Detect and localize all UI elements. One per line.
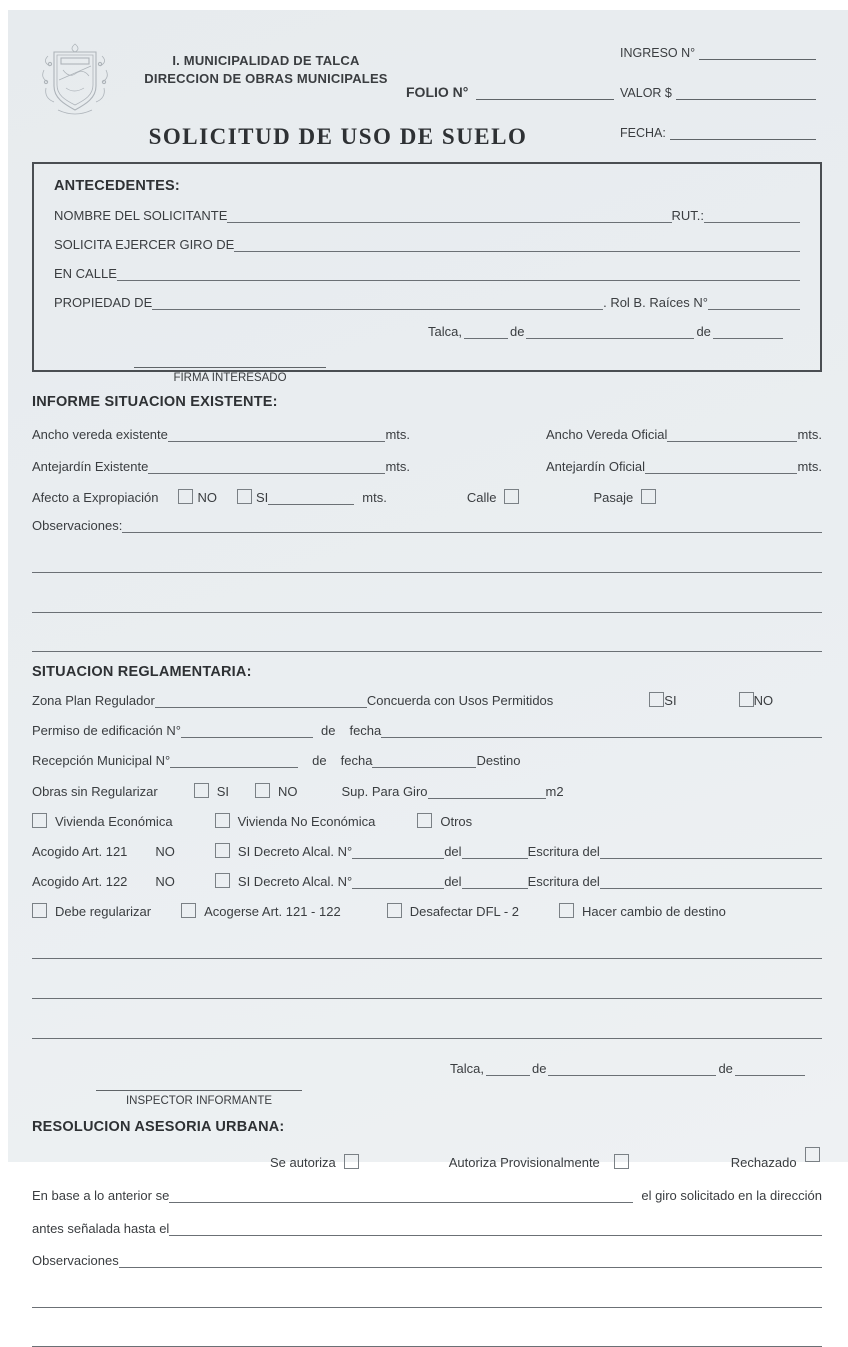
antecedentes-section [32,162,822,384]
inspector-block [96,1078,302,1107]
recepcion-fecha-line[interactable] [372,754,476,768]
ingreso-label: INGRESO N° [620,46,696,60]
antes-row [32,1221,822,1236]
inspector-label: INSPECTOR INFORMANTE [125,1095,273,1107]
acogido-122-no-label: NO [155,874,175,889]
resolucion-observaciones-line-2[interactable] [32,1294,822,1308]
reglamentaria-ano-line[interactable] [735,1062,805,1076]
checkbox-expropiacion-no[interactable] [178,489,193,504]
en-base-label: En base a lo anterior se [32,1188,170,1203]
observaciones-row [32,518,822,533]
acogido-122-decreto-line[interactable] [352,875,444,889]
expropiacion-no-label: NO [197,490,217,505]
resolucion-observaciones-label: Observaciones [32,1253,119,1268]
antejardin-existente-label: Antejardín Existente [32,459,149,474]
obras-label: Obras sin Regularizar [32,784,158,799]
reglamentaria-mes-line[interactable] [548,1062,716,1076]
ancho-oficial-line[interactable] [667,428,797,442]
checkbox-concuerda-no[interactable] [739,692,754,707]
mts-label: mts. [385,427,410,442]
propiedad-label: PROPIEDAD DE [54,295,153,310]
obras-si-label: SI [216,784,230,799]
rol-label: . Rol B. Raíces N° [603,295,708,310]
org-line1: I. MUNICIPALIDAD DE TALCA [172,53,360,68]
de-label-2: de [696,324,711,339]
calle-label: EN CALLE [54,266,117,281]
firma-label: FIRMA INTERESADO [173,372,287,384]
zona-line[interactable] [155,694,367,708]
folio-label: FOLIO N° [406,84,469,100]
reglamentaria-blank-line-1[interactable] [32,945,822,959]
pasaje-check-label: Pasaje [593,490,634,505]
expropiacion-row [32,489,822,505]
concuerda-no-label: NO [753,693,774,708]
reglamentaria-blank-line-3[interactable] [32,1025,822,1039]
observaciones-line-4[interactable] [32,638,822,652]
ancho-existente-label: Ancho vereda existente [32,427,168,442]
vivienda-no-economica-label: Vivienda No Económica [237,814,376,829]
giro-label: SOLICITA EJERCER GIRO DE [54,237,235,252]
m2-label: m2 [545,784,564,799]
concuerda-label: Concuerda con Usos Permitidos [366,693,554,708]
acogido-121-no-label: NO [155,844,175,859]
vereda-row [32,427,822,442]
observaciones-line-1[interactable] [122,519,822,533]
folio-input-line[interactable] [476,86,614,100]
reglamentaria-de-1: de [531,1061,547,1076]
checkbox-vivienda-no-economica[interactable] [215,813,230,828]
checkbox-calle[interactable] [504,489,519,504]
checkbox-cambio-destino[interactable] [559,903,574,918]
antes-line[interactable] [169,1222,822,1236]
vivienda-economica-label: Vivienda Económica [55,814,173,829]
observaciones-line-2[interactable] [32,559,822,573]
checkbox-rechazado[interactable] [805,1147,820,1162]
expropiacion-si-label: SI [255,490,269,505]
recepcion-num-line[interactable] [170,754,298,768]
checkbox-acogido-122-si[interactable] [215,873,230,888]
calle-check-label: Calle [466,490,497,505]
rol-input-line[interactable] [708,296,800,310]
acogido-122-escritura-label: Escritura del [527,874,600,889]
reglamentaria-de-2: de [718,1061,733,1076]
debe-regularizar-label: Debe regularizar [55,904,152,919]
valor-field [620,86,816,100]
permiso-label: Permiso de edificación N° [32,723,181,738]
valor-label: VALOR $ [620,86,672,100]
checkbox-concuerda-si[interactable] [649,692,664,707]
sup-label: Sup. Para Giro [341,784,428,799]
se-autoriza-label: Se autoriza [270,1155,336,1170]
talca-ano-line[interactable] [713,325,783,339]
ingreso-input-line[interactable] [699,47,816,60]
resolucion-heading: RESOLUCION ASESORIA URBANA: [32,1119,285,1135]
acogido-122-del-label: del [444,874,462,889]
checkbox-acogido-121-si[interactable] [215,843,230,858]
organization-name [116,52,416,88]
ingreso-field [620,46,816,60]
checkbox-obras-si[interactable] [194,783,209,798]
permiso-row [32,723,822,738]
giro-direccion-label: el giro solicitado en la dirección [641,1188,822,1203]
zona-row [32,692,822,708]
fecha-field [620,126,816,140]
reglamentaria-blank-line-2[interactable] [32,985,822,999]
ancho-oficial-label: Ancho Vereda Oficial [546,427,668,442]
vivienda-row [32,813,822,829]
permiso-fecha-line[interactable] [381,724,822,738]
antejardin-oficial-line[interactable] [645,460,797,474]
propiedad-row [54,295,800,310]
antecedentes-heading: ANTECEDENTES: [54,178,180,194]
antejardin-oficial-label: Antejardín Oficial [546,459,645,474]
acogido-121-si-decreto-label: SI Decreto Alcal. N° [237,844,353,859]
nombre-label: NOMBRE DEL SOLICITANTE [54,208,228,223]
acogido-121-escritura-label: Escritura del [527,844,600,859]
acogido-122-escritura-line[interactable] [600,875,822,889]
valor-input-line[interactable] [676,87,816,100]
org-line2: DIRECCION DE OBRAS MUNICIPALES [144,71,388,86]
antes-label: antes señalada hasta el [32,1221,170,1236]
checkbox-pasaje[interactable] [641,489,656,504]
mts-label: mts. [797,459,822,474]
obras-no-label: NO [278,784,298,799]
checkbox-vivienda-economica[interactable] [32,813,47,828]
talca-mes-line[interactable] [526,325,694,339]
mts-label: mts. [362,490,387,505]
informe-heading: INFORME SITUACION EXISTENTE: [32,394,278,410]
checkbox-autoriza-prov[interactable] [614,1154,629,1169]
recepcion-label: Recepción Municipal N° [32,753,171,768]
expropiacion-label: Afecto a Expropiación [32,490,159,505]
folio-field [406,84,614,100]
resolucion-observaciones-line-3[interactable] [32,1333,822,1347]
firma-block [134,355,326,384]
en-base-line[interactable] [169,1189,633,1203]
inspector-signature-line[interactable] [96,1078,302,1091]
acogerse-label: Acogerse Art. 121 - 122 [204,904,341,919]
nombre-row [54,208,800,223]
acogido-121-del-line[interactable] [462,845,528,859]
header-right-fields [620,46,816,140]
acogido-121-decreto-line[interactable] [352,845,444,859]
regularizar-row [32,903,822,919]
desafectar-label: Desafectar DFL - 2 [409,904,520,919]
resolucion-observaciones-line-1[interactable] [119,1254,822,1268]
talca-dia-line[interactable] [464,325,508,339]
autoriza-prov-label: Autoriza Provisionalmente [448,1155,600,1170]
obras-row [32,783,822,799]
fecha-talca-row [54,324,800,339]
mts-label: mts. [797,427,822,442]
acogido-122-del-line[interactable] [462,875,528,889]
checkbox-debe-regularizar[interactable] [32,903,47,918]
form-header [8,10,848,160]
rut-input-line[interactable] [704,209,800,223]
propiedad-input-line[interactable] [152,296,603,310]
observaciones-line-3[interactable] [32,599,822,613]
ancho-existente-line[interactable] [168,428,386,442]
checkbox-otros[interactable] [417,813,432,828]
permiso-fecha-label: fecha [349,723,382,738]
rechazado-label: Rechazado [730,1155,797,1170]
giro-input-line[interactable] [234,238,800,252]
resolucion-observaciones-row [32,1253,822,1268]
talca-label-2: Talca, [450,1061,484,1076]
recepcion-de-label: de [312,753,327,768]
en-base-row [32,1188,822,1203]
checkbox-desafectar[interactable] [387,903,402,918]
calle-input-line[interactable] [117,267,800,281]
concuerda-si-label: SI [664,693,677,708]
antejardin-row [32,459,822,474]
permiso-num-line[interactable] [181,724,313,738]
acogido-122-label: Acogido Art. 122 [32,874,128,889]
checkbox-se-autoriza[interactable] [344,1154,359,1169]
fecha-input-line[interactable] [670,127,816,140]
recepcion-fecha-label: fecha [340,753,373,768]
firma-signature-line[interactable] [134,355,326,368]
acogido-121-row [32,843,822,859]
form-title: SOLICITUD DE USO DE SUELO [148,124,528,149]
acogido-121-escritura-line[interactable] [600,845,822,859]
checkbox-obras-no[interactable] [255,783,270,798]
talca-label: Talca, [428,324,462,339]
expropiacion-si-line[interactable] [268,491,354,505]
rut-label: RUT.: [671,208,704,223]
antejardin-existente-line[interactable] [148,460,385,474]
destino-label: Destino [476,753,521,768]
reglamentaria-heading: SITUACION REGLAMENTARIA: [32,664,252,680]
reglamentaria-dia-line[interactable] [486,1062,530,1076]
zona-label: Zona Plan Regulador [32,693,155,708]
cambio-destino-label: Hacer cambio de destino [582,904,726,919]
reglamentaria-fecha-row [32,1061,822,1076]
acogido-122-row [32,873,822,889]
de-label-1: de [509,324,525,339]
checkbox-acogerse[interactable] [181,903,196,918]
permiso-de-label: de [321,723,336,738]
checkbox-expropiacion-si[interactable] [237,489,252,504]
fecha-label: FECHA: [620,126,666,140]
nombre-input-line[interactable] [227,209,671,223]
autorizacion-row [32,1147,822,1170]
acogido-121-label: Acogido Art. 121 [32,844,128,859]
otros-label: Otros [440,814,473,829]
recepcion-row [32,753,822,768]
sup-line[interactable] [428,785,546,799]
acogido-122-si-decreto-label: SI Decreto Alcal. N° [237,874,353,889]
giro-row [54,237,800,252]
acogido-121-del-label: del [444,844,462,859]
observaciones-label: Observaciones: [32,518,123,533]
calle-row [54,266,800,281]
scanned-form-page [8,10,848,1268]
municipal-coat-of-arms-icon [38,40,112,118]
mts-label: mts. [385,459,410,474]
